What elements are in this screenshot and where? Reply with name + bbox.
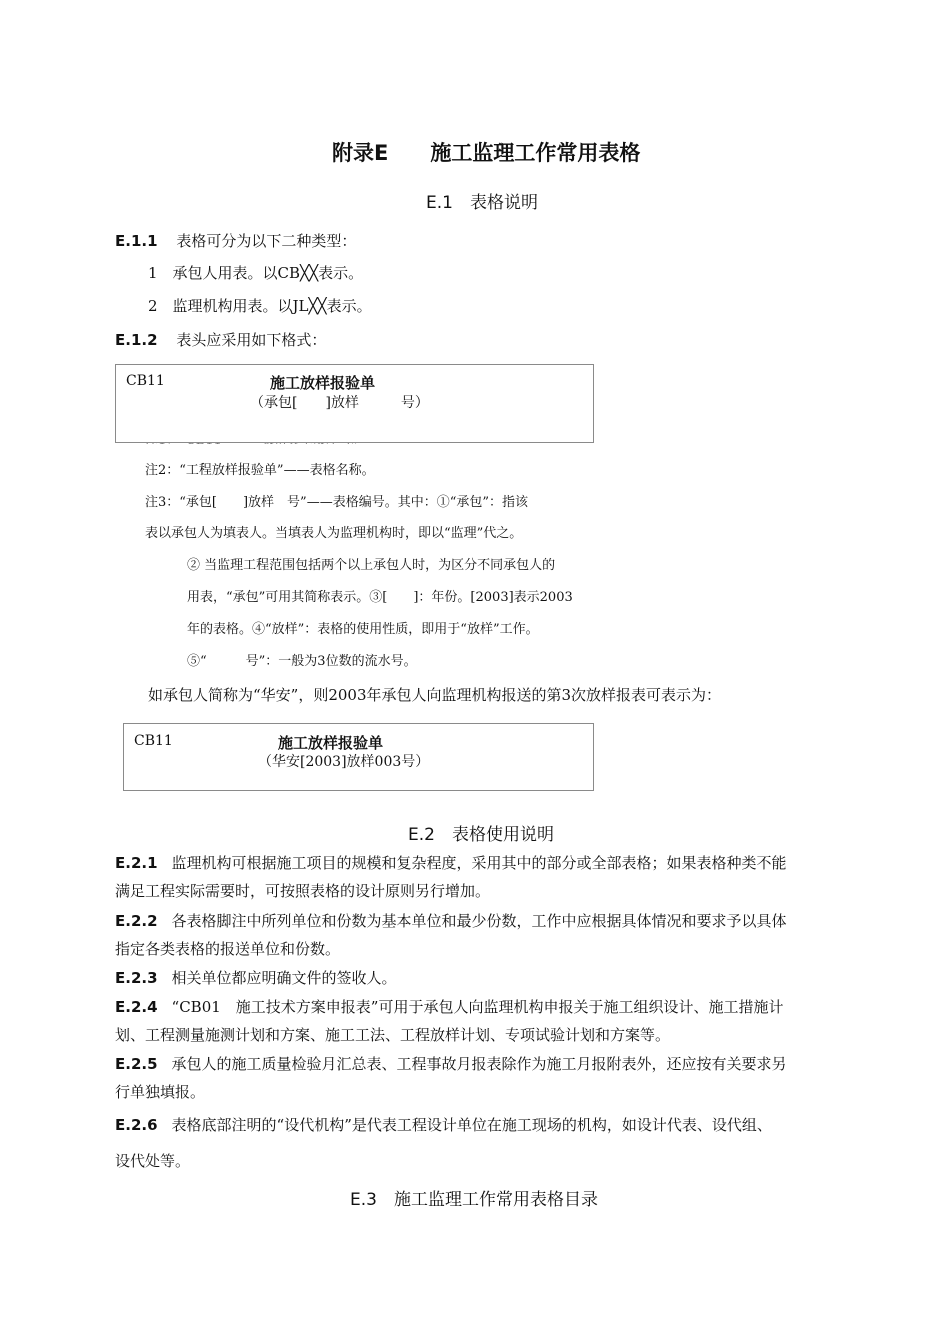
appendix-title: 附录E 施工监理工作常用表格: [332, 141, 641, 165]
note-line: 注3：“承包[ ]放样 号”——表格编号。其中：①“承包”：指该: [145, 495, 528, 510]
clause-code: E.1.2: [115, 331, 158, 349]
clause-e21: [115, 853, 787, 901]
section-e3-heading: E.3 施工监理工作常用表格目录: [350, 1190, 598, 1210]
example-text: 如承包人简称为“华安”，则2003年承包人向监理机构报送的第3次放样报表可表示为：: [148, 686, 722, 704]
note-line: 注2：“工程放样报验单”——表格名称。: [145, 463, 375, 478]
clause-e11: [115, 231, 356, 251]
form-code-label: CB11: [134, 733, 173, 749]
clause-text: 各表格脚注中所列单位和份数为基本单位和最少份数，工作中应根据具体情况和要求予以具体: [171, 912, 787, 930]
clause-text-continued: 设代处等。: [115, 1152, 191, 1170]
note-line: ② 当监理工程范围包括两个以上承包人时，为区分不同承包人的: [187, 558, 556, 573]
clause-text-continued: 行单独填报。: [115, 1083, 206, 1101]
clause-code: E.2.3: [115, 969, 158, 987]
form-title: 施工放样报验单: [278, 734, 384, 752]
clause-code: E.2.6: [115, 1116, 158, 1134]
note-line: 用表，“承包”可用其简称表示。③[ ]：年份。[2003]表示2003: [187, 590, 573, 605]
list-item: 2 监理机构用表。以JL╳╳表示。: [148, 297, 372, 315]
clause-text: 监理机构可根据施工项目的规模和复杂程度，采用其中的部分或全部表格；如果表格种类不能: [171, 854, 787, 872]
section-e1-heading: E.1 表格说明: [426, 193, 538, 213]
form-number: （承包[ ]放样 号）: [250, 395, 429, 411]
form-number: （华安[2003]放样003号）: [258, 754, 430, 770]
clause-e22: [115, 911, 787, 959]
clause-e12: [115, 330, 326, 350]
clause-code: E.2.2: [115, 912, 158, 930]
clause-code: E.2.4: [115, 998, 158, 1016]
clause-e25: [115, 1054, 787, 1102]
clause-text-continued: 满足工程实际需要时，可按照表格的设计原则另行增加。: [115, 882, 491, 900]
clause-text-continued: 指定各类表格的报送单位和份数。: [115, 940, 341, 958]
section-e2-heading: E.2 表格使用说明: [408, 825, 554, 845]
list-item: 1 承包人用表。以CB╳╳表示。: [148, 264, 364, 282]
clause-code: E.2.1: [115, 854, 158, 872]
note-line: ⑤“ 号”：一般为3位数的流水号。: [187, 654, 417, 669]
clause-e26: [115, 1115, 772, 1171]
clause-text: 表头应采用如下格式：: [176, 331, 327, 349]
clause-text: 相关单位都应明确文件的签收人。: [171, 969, 397, 987]
clause-e24: [115, 997, 783, 1045]
form-header-example-2: [123, 723, 594, 791]
form-header-example-1: [115, 364, 594, 443]
clause-text: 表格底部注明的“设代机构”是代表工程设计单位在施工现场的机构，如设计代表、设代组、: [171, 1116, 772, 1134]
form-title: 施工放样报验单: [270, 374, 376, 392]
clause-e23: [115, 968, 397, 988]
note-line: 表以承包人为填表人。当填表人为监理机构时，即以“监理”代之。: [145, 526, 523, 541]
clause-text: 表格可分为以下二种类型：: [176, 232, 357, 250]
note-line: 年的表格。④“放样”：表格的使用性质，即用于“放样”工作。: [187, 622, 539, 637]
clause-text: 承包人的施工质量检验月汇总表、工程事故月报表除作为施工月报附表外，还应按有关要求另: [171, 1055, 787, 1073]
clause-text-continued: 划、工程测量施测计划和方案、施工工法、工程放样计划、专项试验计划和方案等。: [115, 1026, 671, 1044]
clause-code: E.1.1: [115, 232, 158, 250]
form-code-label: CB11: [126, 373, 165, 389]
clause-code: E.2.5: [115, 1055, 158, 1073]
clause-text: “CB01 施工技术方案申报表”可用于承包人向监理机构申报关于施工组织设计、施工措施计: [171, 998, 784, 1016]
